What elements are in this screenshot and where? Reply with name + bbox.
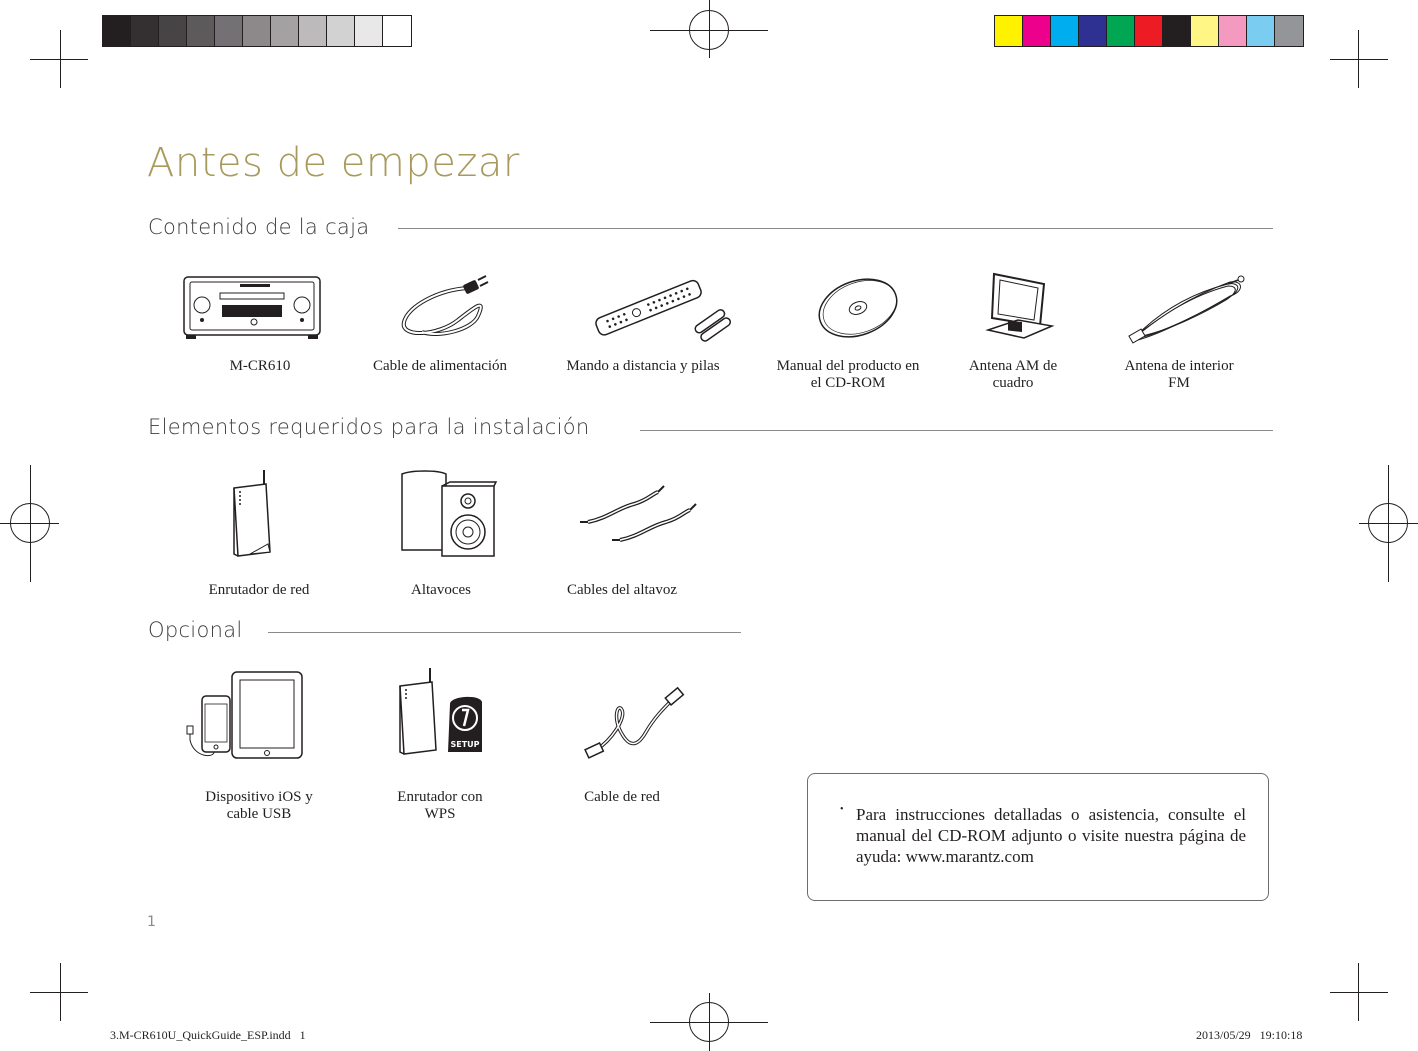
color-swatch [1163,16,1191,46]
power-cable-icon [398,276,494,340]
color-swatch [299,16,327,46]
color-swatch [215,16,243,46]
color-swatch [1191,16,1219,46]
crop-mark [1330,992,1388,993]
color-calibration-strip [994,15,1304,47]
color-swatch [1219,16,1247,46]
section-rule [268,632,741,633]
color-swatch [355,16,383,46]
item-caption-network-cable: Cable de red [584,789,660,805]
color-swatch [995,16,1023,46]
note-text: Para instrucciones detalladas o asistencia, consulte el manual del CD-ROM adjunto o visite nuestra página de ayuda: www.marantz.com [856,805,1246,866]
color-swatch [1023,16,1051,46]
file-slug: 3.M-CR610U_QuickGuide_ESP.indd 1 [110,1028,306,1042]
receiver-icon [182,275,322,341]
item-caption-wps-router: Enrutador con WPS [397,789,483,822]
section-rule [398,228,1273,229]
section-rule [640,430,1273,431]
help-note [807,773,1269,901]
item-caption-router: Enrutador de red [208,582,310,598]
item-caption-remote: Mando a distancia y pilas [566,358,720,374]
router-icon [230,468,274,560]
item-caption-ios-device: Dispositivo iOS y cable USB [205,789,313,822]
crop-mark [30,992,88,993]
speaker-cables-icon [578,484,700,546]
color-swatch [243,16,271,46]
color-swatch [159,16,187,46]
crop-mark [1330,59,1388,60]
item-caption-cd-rom: Manual del producto en el CD-ROM [776,358,920,391]
color-swatch [1107,16,1135,46]
page-title: Antes de empezar [147,140,520,186]
crop-mark [30,59,88,60]
note-bullet: • [840,804,844,815]
color-swatch [1079,16,1107,46]
item-caption-speaker-cables: Cables del altavoz [567,582,677,598]
color-swatch [383,16,411,46]
fm-antenna-icon [1128,274,1250,344]
color-swatch [103,16,131,46]
item-caption-receiver: M-CR610 [229,358,291,374]
color-swatch [1051,16,1079,46]
page-number: 1 [147,914,156,930]
section-heading-required: Elementos requeridos para la instalación [148,415,590,439]
section-heading-optional: Opcional [148,618,243,642]
color-swatch [271,16,299,46]
item-caption-power-cable: Cable de alimentación [372,358,508,374]
cd-rom-icon [815,278,901,338]
wps-setup-badge: SETUP [450,740,480,749]
network-cable-icon [582,688,686,760]
item-caption-fm-antenna: Antena de interior FM [1124,358,1234,391]
am-antenna-icon [984,270,1056,342]
color-swatch [1275,16,1303,46]
remote-batteries-icon [595,272,735,342]
color-swatch [187,16,215,46]
gray-calibration-strip [102,15,412,47]
color-swatch [327,16,355,46]
color-swatch [1135,16,1163,46]
color-swatch [131,16,159,46]
item-caption-speakers: Altavoces [411,582,471,598]
speakers-icon [398,468,498,560]
section-heading-box-contents: Contenido de la caja [148,215,370,239]
color-swatch [1247,16,1275,46]
ios-device-icon [184,670,306,762]
timestamp-slug: 2013/05/29 19:10:18 [1196,1028,1303,1042]
item-caption-am-antenna: Antena AM de cuadro [968,358,1058,391]
